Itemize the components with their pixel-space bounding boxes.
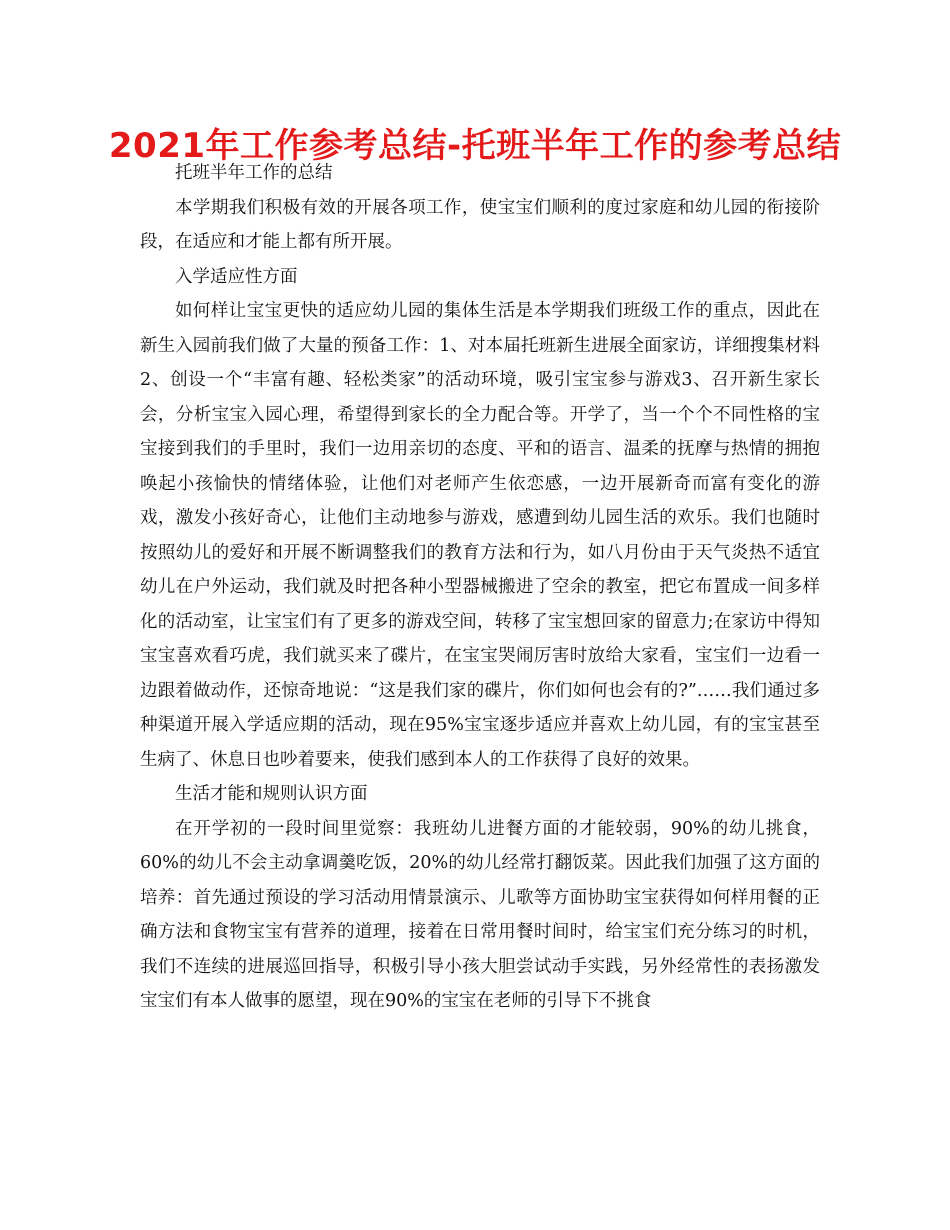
document-body bbox=[140, 156, 820, 1019]
section-heading-adaptation: 入学适应性方面 bbox=[175, 266, 298, 287]
subtitle-paragraph: 托班半年工作的总结 bbox=[175, 163, 333, 183]
life-skills-paragraph: 在开学初的一段时间里觉察：我班幼儿进餐方面的才能较弱，90%的幼儿挑食，60%的幼儿不会主动拿调羹吃饭，20%的幼儿经常打翻饭菜。因此我们加强了这方面的培养：首先通过预设的学习活动用情景演示、儿歌等方面协助宝宝获得如何样用餐的正确方法和食物宝宝有营养的道理，接着在日常用餐时间时，给宝宝们充分练习的时机，我们不连续的进展巡回指导，积极引导小孩大胆尝试动手实践，另外经常性的表扬激发宝宝们有本人做事的愿望，现在90%的宝宝在老师的引导下不挑食 bbox=[140, 818, 820, 1011]
adaptation-paragraph: 如何样让宝宝更快的适应幼儿园的集体生活是本学期我们班级工作的重点，因此在新生入园前我们做了大量的预备工作：1、对本届托班新生进展全面家访，详细搜集材料2、创设一个“丰富有趣、轻松类家”的活动环境，吸引宝宝参与游戏3、召开新生家长会，分析宝宝入园心理，希望得到家长的全力配合等。开学了，当一个个不同性格的宝宝接到我们的手里时，我们一边用亲切的态度、平和的语言、温柔的抚摩与热情的拥抱唤起小孩愉快的情绪体验，让他们对老师产生依恋感，一边开展新奇而富有变化的游戏，激发小孩好奇心，让他们主动地参与游戏，感遭到幼儿园生活的欢乐。我们也随时按照幼儿的爱好和开展不断调整我们的教育方法和行为，如八月份由于天气炎热不适宜幼儿在户外运动，我们就及时把各种小型器械搬进了空余的教室，把它布置成一间多样化的活动室，让宝宝们有了更多的游戏空间，转移了宝宝想回家的留意力;在家访中得知宝宝喜欢看巧虎，我们就买来了碟片，在宝宝哭闹厉害时放给大家看，宝宝们一边看一边跟着做动作，还惊奇地说：“这是我们家的碟片，你们如何也会有的?”……我们通过多种渠道开展入学适应期的活动，现在95%宝宝逐步适应并喜欢上幼儿园，有的宝宝甚至生病了、休息日也吵着要来，使我们感到本人的工作获得了良好的效果。 bbox=[140, 301, 820, 770]
document-title: 2021年工作参考总结-托班半年工作的参考总结 bbox=[108, 126, 842, 166]
intro-paragraph: 本学期我们积极有效的开展各项工作，使宝宝们顺利的度过家庭和幼儿园的衔接阶段，在适应和才能上都有所开展。 bbox=[140, 197, 820, 252]
section-heading-life-skills: 生活才能和规则认识方面 bbox=[175, 784, 368, 804]
